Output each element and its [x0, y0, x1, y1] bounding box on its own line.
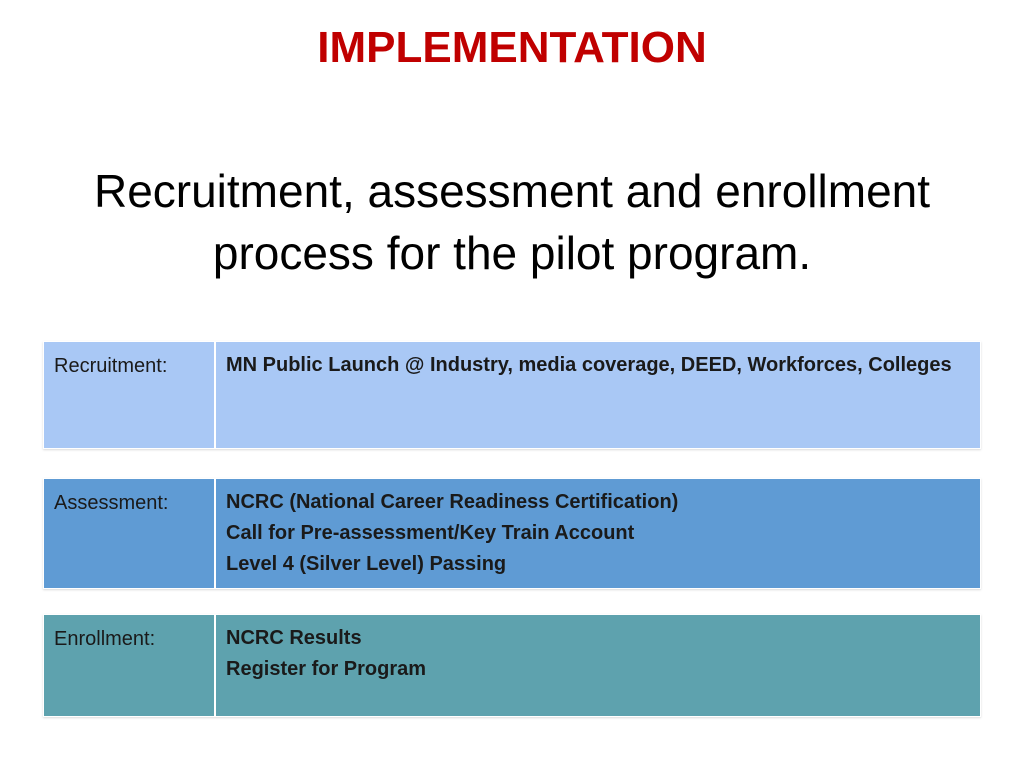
table-row: [44, 479, 981, 589]
detail-line: MN Public Launch @ Industry, media coverage, DEED, Workforces, Colleges: [226, 354, 952, 376]
subtitle-line: Recruitment, assessment and enrollment: [93, 165, 931, 217]
slide-title: IMPLEMENTATION: [317, 23, 707, 72]
assessment-details: [215, 479, 981, 589]
recruitment-details: [215, 342, 981, 449]
detail-line: Level 4 (Silver Level) Passing: [226, 553, 507, 575]
enrollment-details: [215, 615, 981, 717]
detail-line: NCRC (National Career Readiness Certification): [226, 491, 679, 513]
table-row: [44, 615, 981, 717]
assessment-table: [43, 478, 981, 589]
recruitment-table: [43, 341, 981, 449]
recruitment-label: Recruitment:: [44, 342, 216, 449]
detail-line: Register for Program: [226, 658, 427, 680]
subtitle-line: process for the pilot program.: [212, 227, 812, 279]
assessment-label: Assessment:: [44, 479, 216, 589]
slide-subtitle: [20, 160, 1004, 284]
enrollment-table: [43, 614, 981, 717]
enrollment-label: Enrollment:: [44, 615, 216, 717]
table-row: [44, 342, 981, 449]
detail-line: NCRC Results: [226, 627, 362, 649]
detail-line: Call for Pre-assessment/Key Train Account: [226, 522, 635, 544]
